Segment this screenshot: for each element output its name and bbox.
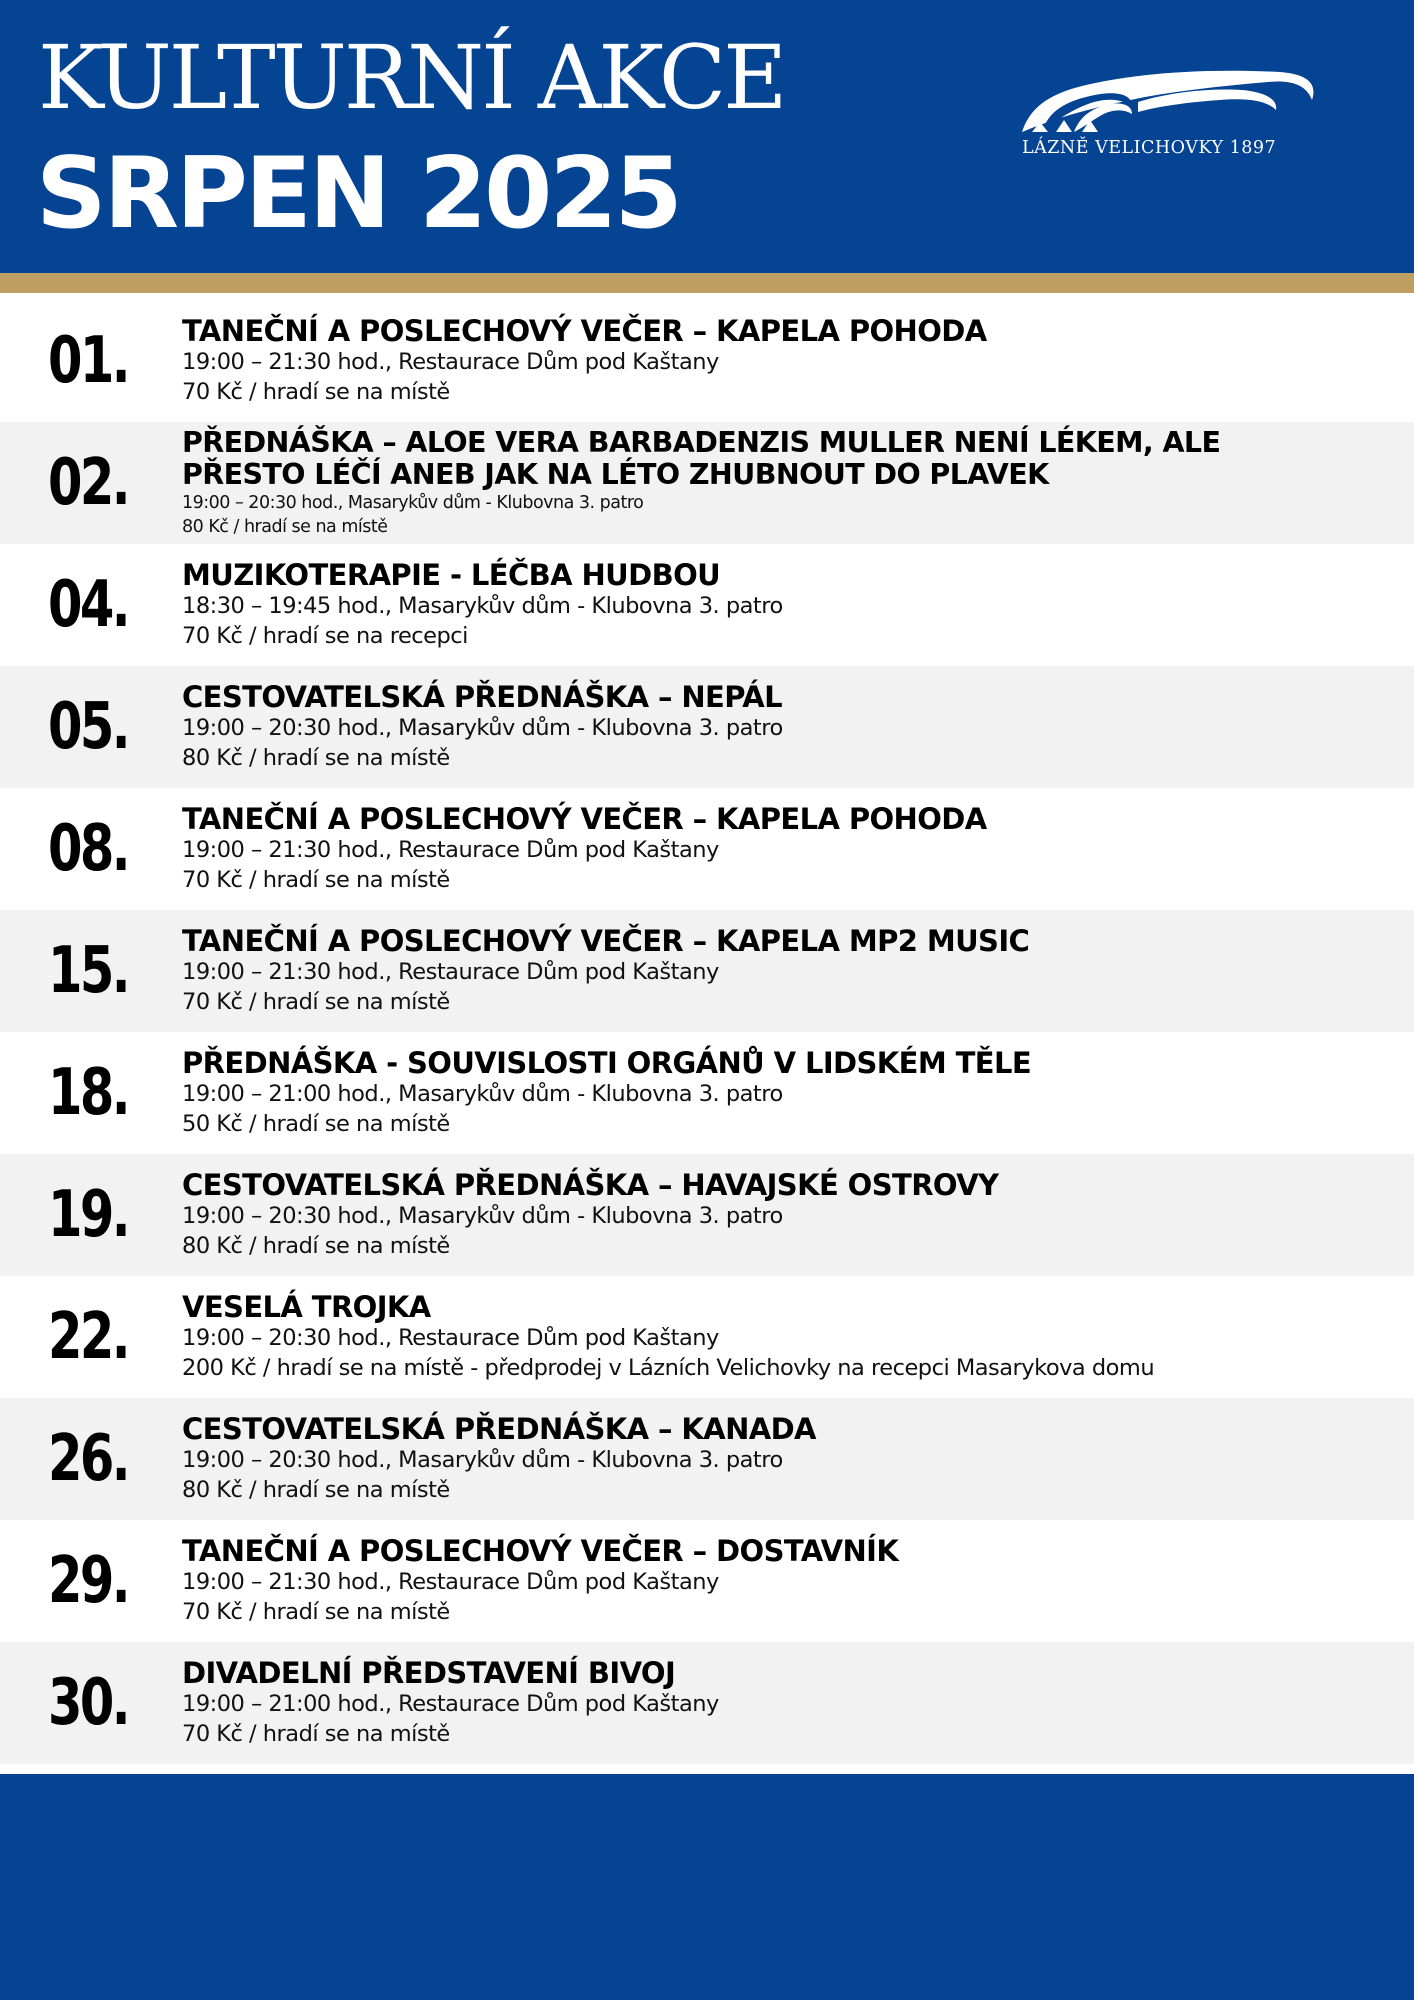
event-date: 22. bbox=[48, 1300, 128, 1374]
event-row bbox=[0, 300, 1414, 422]
event-price: 70 Kč / hradí se na místě bbox=[182, 1599, 450, 1625]
event-body bbox=[182, 1520, 1402, 1642]
event-date: 04. bbox=[48, 568, 128, 642]
event-price: 80 Kč / hradí se na místě bbox=[182, 1477, 450, 1503]
event-price: 70 Kč / hradí se na místě bbox=[182, 379, 450, 405]
header-banner bbox=[0, 0, 1414, 273]
event-body bbox=[182, 422, 1402, 544]
event-date: 29. bbox=[48, 1544, 128, 1618]
event-time-venue: 19:00 – 21:00 hod., Restaurace Dům pod Kaštany bbox=[182, 1691, 719, 1717]
page-subtitle: SRPEN 2025 bbox=[36, 137, 680, 251]
event-body bbox=[182, 910, 1402, 1032]
footer-banner bbox=[0, 1774, 1414, 2000]
event-title: VESELÁ TROJKA bbox=[182, 1290, 431, 1324]
event-body bbox=[182, 1276, 1402, 1398]
event-time-venue: 19:00 – 20:30 hod., Masarykův dům - Klubovna 3. patro bbox=[182, 1203, 783, 1229]
event-time-venue: 19:00 – 21:30 hod., Restaurace Dům pod Kaštany bbox=[182, 1569, 719, 1595]
event-time-venue: 19:00 – 21:30 hod., Restaurace Dům pod Kaštany bbox=[182, 959, 719, 985]
logo-waves-icon bbox=[1020, 62, 1320, 132]
event-row bbox=[0, 1032, 1414, 1154]
gold-divider bbox=[0, 273, 1414, 293]
event-price: 70 Kč / hradí se na místě bbox=[182, 1721, 450, 1747]
event-row bbox=[0, 1642, 1414, 1764]
event-date: 19. bbox=[48, 1178, 128, 1252]
event-row bbox=[0, 544, 1414, 666]
brand-logo bbox=[1020, 62, 1320, 162]
event-date: 02. bbox=[48, 446, 128, 520]
event-title: TANEČNÍ A POSLECHOVÝ VEČER – KAPELA POHODA bbox=[182, 314, 987, 348]
event-title: PŘEDNÁŠKA – ALOE VERA BARBADENZIS MULLER NENÍ LÉKEM, ALE bbox=[182, 426, 1221, 459]
event-body bbox=[182, 300, 1402, 422]
event-row bbox=[0, 1154, 1414, 1276]
event-row bbox=[0, 422, 1414, 544]
event-price: 70 Kč / hradí se na místě bbox=[182, 989, 450, 1015]
event-row bbox=[0, 666, 1414, 788]
event-price: 80 Kč / hradí se na místě bbox=[182, 517, 388, 537]
event-price: 80 Kč / hradí se na místě bbox=[182, 745, 450, 771]
event-time-venue: 19:00 – 21:30 hod., Restaurace Dům pod Kaštany bbox=[182, 349, 719, 375]
event-row bbox=[0, 1398, 1414, 1520]
event-title: TANEČNÍ A POSLECHOVÝ VEČER – KAPELA MP2 MUSIC bbox=[182, 924, 1030, 958]
event-date: 05. bbox=[48, 690, 128, 764]
event-date: 18. bbox=[48, 1056, 128, 1130]
event-time-venue: 19:00 – 20:30 hod., Masarykův dům - Klubovna 3. patro bbox=[182, 715, 783, 741]
event-title: CESTOVATELSKÁ PŘEDNÁŠKA – NEPÁL bbox=[182, 680, 782, 714]
logo-text: LÁZNĚ VELICHOVKY 1897 bbox=[1022, 138, 1277, 158]
event-date: 01. bbox=[48, 324, 128, 398]
event-title: MUZIKOTERAPIE - LÉČBA HUDBOU bbox=[182, 558, 721, 592]
event-row bbox=[0, 788, 1414, 910]
event-time-venue: 19:00 – 20:30 hod., Restaurace Dům pod Kaštany bbox=[182, 1325, 719, 1351]
event-row bbox=[0, 910, 1414, 1032]
event-title: TANEČNÍ A POSLECHOVÝ VEČER – KAPELA POHODA bbox=[182, 802, 987, 836]
event-title: PŘEDNÁŠKA - SOUVISLOSTI ORGÁNŮ V LIDSKÉM TĚLE bbox=[182, 1046, 1032, 1080]
event-date: 26. bbox=[48, 1422, 128, 1496]
event-body bbox=[182, 544, 1402, 666]
event-price: 70 Kč / hradí se na recepci bbox=[182, 623, 468, 649]
event-body bbox=[182, 666, 1402, 788]
event-title: CESTOVATELSKÁ PŘEDNÁŠKA – KANADA bbox=[182, 1412, 816, 1446]
event-time-venue: 19:00 – 21:30 hod., Restaurace Dům pod Kaštany bbox=[182, 837, 719, 863]
event-list bbox=[0, 300, 1414, 1764]
event-body bbox=[182, 1642, 1402, 1764]
event-title: CESTOVATELSKÁ PŘEDNÁŠKA – HAVAJSKÉ OSTROVY bbox=[182, 1168, 999, 1202]
event-price: 70 Kč / hradí se na místě bbox=[182, 867, 450, 893]
event-body bbox=[182, 1032, 1402, 1154]
event-date: 30. bbox=[48, 1666, 128, 1740]
event-time-venue: 19:00 – 21:00 hod., Masarykův dům - Klubovna 3. patro bbox=[182, 1081, 783, 1107]
event-body bbox=[182, 788, 1402, 910]
event-time-venue: 19:00 – 20:30 hod., Masarykův dům - Klubovna 3. patro bbox=[182, 493, 644, 513]
page-title: KULTURNÍ AKCE bbox=[38, 26, 785, 129]
event-title-continued: PŘESTO LÉČÍ ANEB JAK NA LÉTO ZHUBNOUT DO PLAVEK bbox=[182, 458, 1049, 491]
event-price: 80 Kč / hradí se na místě bbox=[182, 1233, 450, 1259]
event-time-venue: 19:00 – 20:30 hod., Masarykův dům - Klubovna 3. patro bbox=[182, 1447, 783, 1473]
event-body bbox=[182, 1154, 1402, 1276]
event-row bbox=[0, 1276, 1414, 1398]
event-price: 50 Kč / hradí se na místě bbox=[182, 1111, 450, 1137]
event-row bbox=[0, 1520, 1414, 1642]
event-date: 08. bbox=[48, 812, 128, 886]
event-time-venue: 18:30 – 19:45 hod., Masarykův dům - Klubovna 3. patro bbox=[182, 593, 783, 619]
event-price: 200 Kč / hradí se na místě - předprodej v Lázních Velichovky na recepci Masarykova domu bbox=[182, 1355, 1155, 1381]
event-title: DIVADELNÍ PŘEDSTAVENÍ BIVOJ bbox=[182, 1656, 676, 1690]
event-title: TANEČNÍ A POSLECHOVÝ VEČER – DOSTAVNÍK bbox=[182, 1534, 899, 1568]
event-body bbox=[182, 1398, 1402, 1520]
event-date: 15. bbox=[48, 934, 128, 1008]
